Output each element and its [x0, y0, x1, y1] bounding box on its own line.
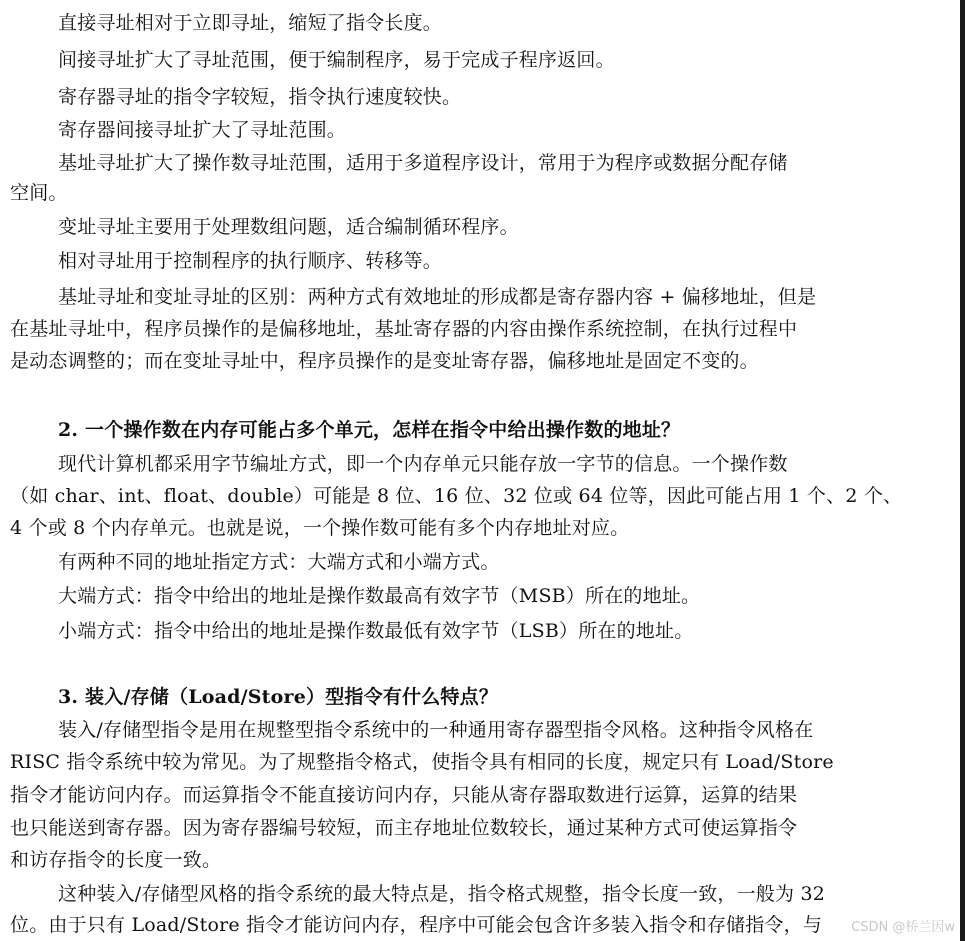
- text-line: 直接寻址相对于立即寻址，缩短了指令长度。: [58, 12, 443, 34]
- text-line: 和访存指令的长度一致。: [10, 849, 222, 871]
- text-line: 指令才能访问内存。而运算指令不能直接访问内存，只能从寄存器取数进行运算，运算的结果: [10, 784, 798, 806]
- page-border: [960, 0, 965, 941]
- text-line: 也只能送到寄存器。因为寄存器编号较短，而主存地址位数较长，通过某种方式可使运算指令: [10, 817, 798, 839]
- text-line: 装入/存储型指令是用在规整型指令系统中的一种通用寄存器型指令风格。这种指令风格在: [58, 719, 814, 741]
- text-line: 基址寻址扩大了操作数寻址范围，适用于多道程序设计，常用于为程序或数据分配存储: [58, 152, 788, 174]
- text-line: 寄存器间接寻址扩大了寻址范围。: [58, 119, 347, 141]
- text-line: 位。由于只有 Load/Store 指令才能访问内存，程序中可能会包含许多装入指令和存储指令，与: [10, 914, 823, 936]
- text-line: （如 char、int、float、double）可能是 8 位、16 位、32 位或 64 位等，因此可能占用 1 个、2 个、: [10, 485, 903, 507]
- text-line: 寄存器寻址的指令字较短，指令执行速度较快。: [58, 86, 462, 108]
- text-line: 在基址寻址中，程序员操作的是偏移地址，基址寄存器的内容由操作系统控制，在执行过程中: [10, 318, 798, 340]
- text-line: 大端方式：指令中给出的地址是操作数最高有效字节（MSB）所在的地址。: [58, 585, 701, 607]
- text-line: 变址寻址主要用于处理数组问题，适合编制循环程序。: [58, 216, 519, 238]
- text-line: 间接寻址扩大了寻址范围，便于编制程序，易于完成子程序返回。: [58, 49, 615, 71]
- question-heading: 3. 装入/存储（Load/Store）型指令有什么特点？: [58, 686, 499, 708]
- text-line: 小端方式：指令中给出的地址是操作数最低有效字节（LSB）所在的地址。: [58, 620, 694, 642]
- text-line: 有两种不同的地址指定方式：大端方式和小端方式。: [58, 551, 500, 573]
- text-line: 这种装入/存储型风格的指令系统的最大特点是，指令格式规整，指令长度一致，一般为 32: [58, 883, 826, 905]
- text-line: 基址寻址和变址寻址的区别：两种方式有效地址的形成都是寄存器内容 + 偏移地址，但是: [58, 286, 817, 308]
- watermark-label: CSDN @桥兰因w: [851, 920, 955, 935]
- text-line: 4 个或 8 个内存单元。也就是说，一个操作数可能有多个内存地址对应。: [10, 517, 630, 539]
- text-line: RISC 指令系统中较为常见。为了规整指令格式，使指令具有相同的长度，规定只有 Load/Store: [10, 751, 834, 773]
- text-line: 现代计算机都采用字节编址方式，即一个内存单元只能存放一字节的信息。一个操作数: [58, 453, 788, 475]
- text-line: 是动态调整的；而在变址寻址中，程序员操作的是变址寄存器，偏移地址是固定不变的。: [10, 350, 759, 372]
- text-line: 相对寻址用于控制程序的执行顺序、转移等。: [58, 250, 443, 272]
- question-heading: 2. 一个操作数在内存可能占多个单元，怎样在指令中给出操作数的地址？: [58, 419, 681, 441]
- text-line: 空间。: [10, 182, 68, 204]
